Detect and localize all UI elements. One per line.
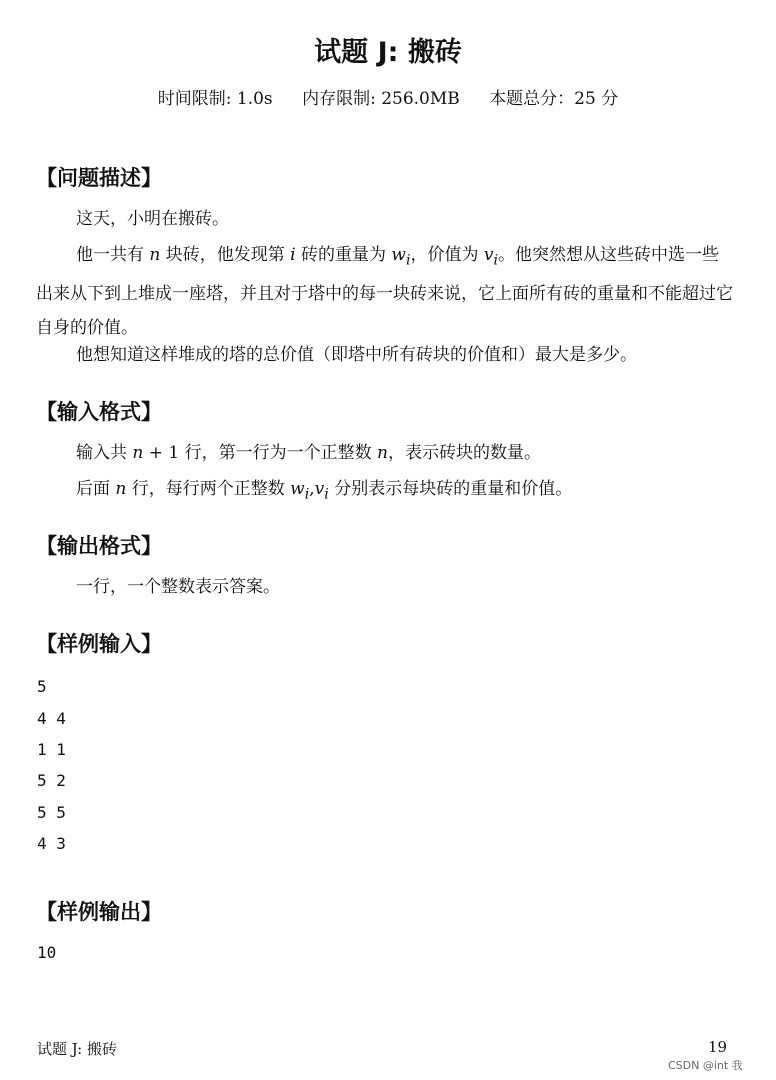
sample-input-line: 5 2 [37, 771, 66, 790]
description-paragraph-2: 他一共有 n 块砖，他发现第 i 砖的重量为 $w_i$，价值为 $v_i$。他突然想从这些砖中选一些出来从下到上堆成一座塔，并且对于塔中的每一块砖来说，它上面所有砖的重量和不能超过它自身的价值。 [36, 245, 733, 339]
output-format-line-1: 一行，一个整数表示答案。 [76, 577, 280, 597]
input-format-line-1: 输入共 n + 1 行，第一行为一个正整数 n，表示砖块的数量。 [76, 443, 541, 463]
math-i: i [290, 245, 296, 265]
input-format-line-2: 后面 n 行，每行两个正整数 $w_i,v_i$ 分别表示每块砖的重量和价值。 [76, 479, 573, 503]
memory-limit: 内存限制: 256.0MB [302, 89, 460, 109]
watermark: CSDN @int 我 [668, 1059, 743, 1072]
math-n: n [149, 245, 161, 265]
input-format-heading: 【输入格式】 [36, 400, 162, 424]
time-limit: 时间限制: 1.0s [157, 89, 273, 109]
math-w: w [391, 245, 406, 265]
problem-meta [0, 84, 776, 109]
sample-input-line: 4 3 [37, 834, 66, 853]
description-paragraph-3: 他想知道这样堆成的塔的总价值（即塔中所有砖块的价值和）最大是多少。 [76, 345, 637, 365]
page-number: 19 [708, 1038, 728, 1056]
description-paragraph-1: 这天，小明在搬砖。 [76, 209, 229, 229]
sample-input-line: 4 4 [37, 709, 66, 728]
sample-input-line: 5 5 [37, 803, 66, 822]
sample-input-heading: 【样例输入】 [36, 632, 162, 656]
footer-title: 试题 J: 搬砖 [37, 1040, 117, 1058]
sample-output-heading: 【样例输出】 [36, 900, 162, 924]
output-format-heading: 【输出格式】 [36, 534, 162, 558]
description-heading: 【问题描述】 [36, 166, 162, 190]
sample-input-line: 5 [37, 677, 47, 696]
sample-output-line: 10 [37, 943, 57, 962]
page-title: 试题 J: 搬砖 [314, 37, 462, 68]
total-score: 本题总分：25 分 [489, 89, 619, 109]
sample-input-line: 1 1 [37, 740, 66, 759]
math-v: v [483, 245, 494, 265]
